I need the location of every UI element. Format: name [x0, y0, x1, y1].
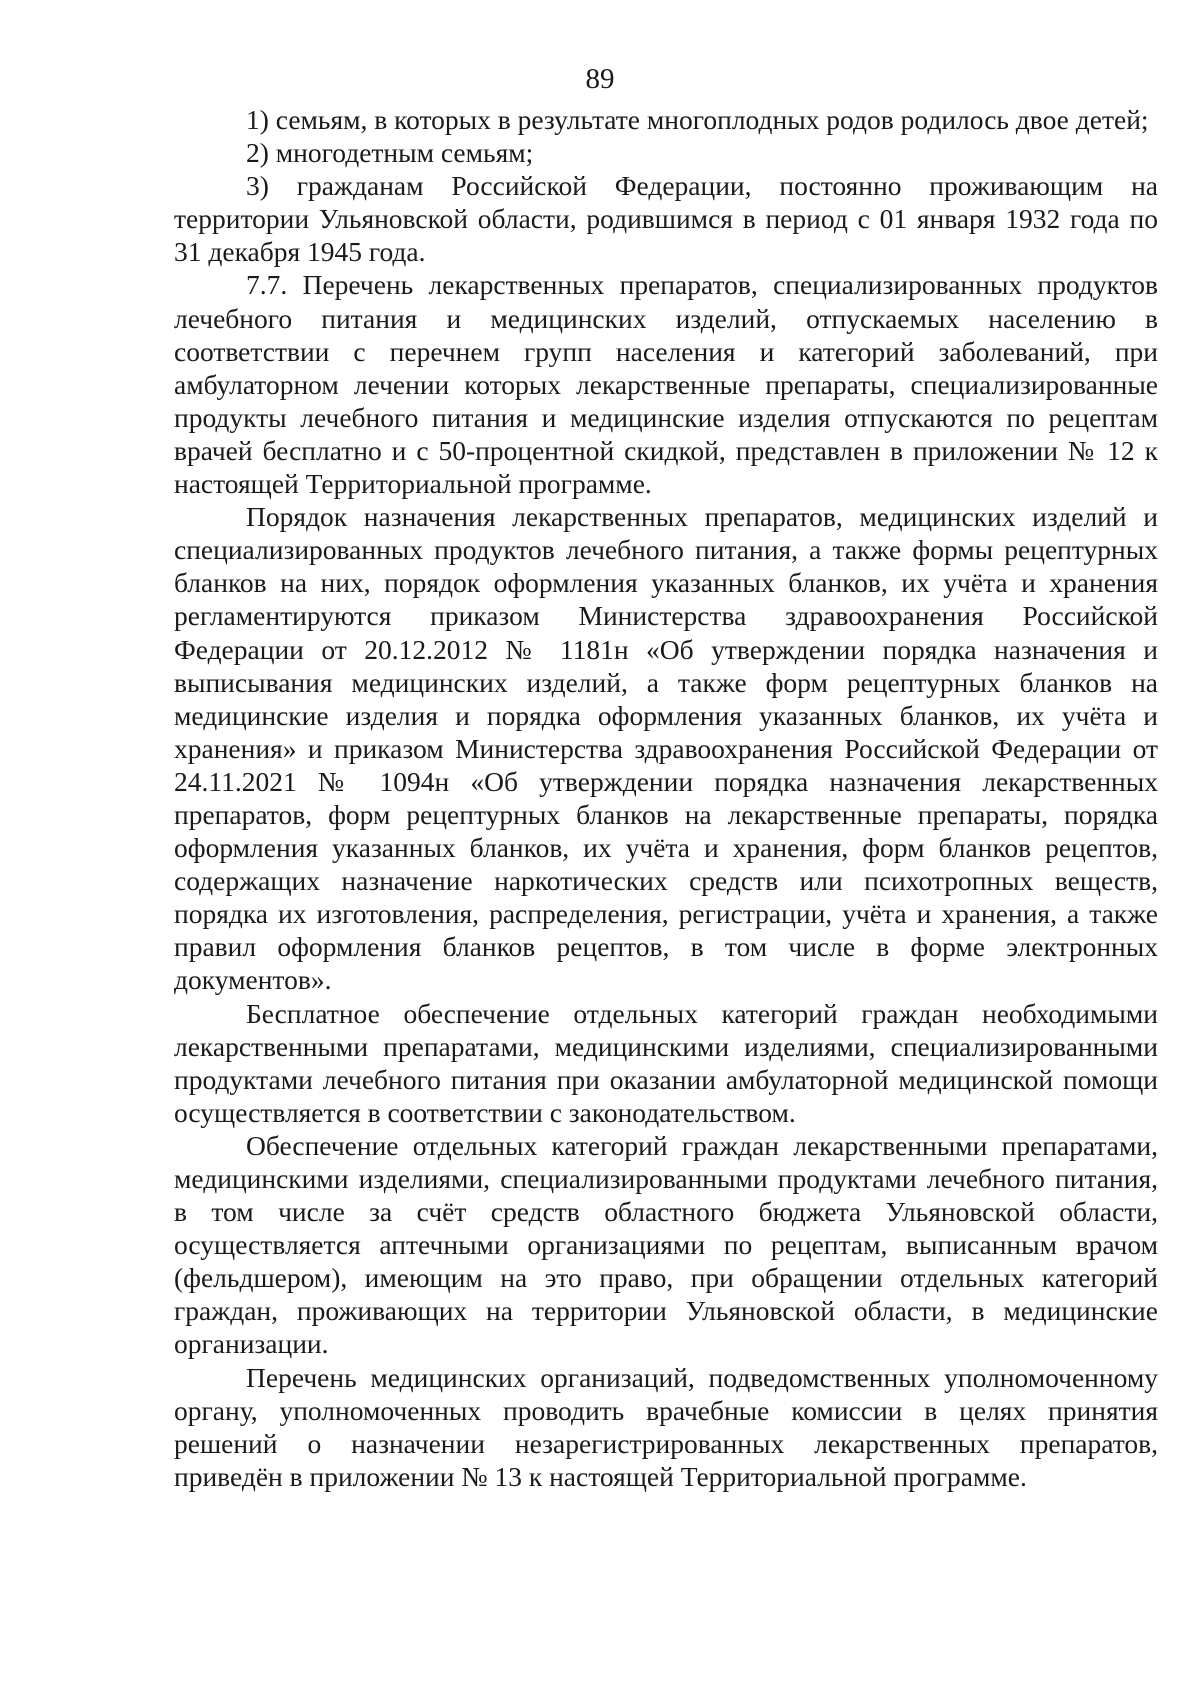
paragraph-item-3-citizens-born-1932-1945: 3) гражданам Российской Федерации, постоянно проживающим на территории Ульяновской области, родившимся в период с 01 января 1932 года по 31 декабря 1945 года. [174, 170, 1158, 268]
paragraph-item-1-twins-families: 1) семьям, в которых в результате многоплодных родов родилось двое детей; [246, 104, 1149, 135]
paragraph-prescription-procedure: Порядок назначения лекарственных препаратов, медицинских изделий и специализированных продуктов лечебного питания, а также формы рецептурных бланков на них, порядок оформления указанных бланков, их учёта и хранения регламентируются приказом Министерства здравоохранения Российской Федерации от 20.12.2012 № 1181н «Об утверждении порядка назначения и выписывания медицинских изделий, а также форм рецептурных бланков на медицинские изделия и порядка оформления указанных бланков, их учёта и хранения» и приказом Министерства здравоохранения Российской Федерации от 24.11.2021 № 1094н «Об утверждении порядка назначения лекарственных препаратов, форм рецептурных бланков на лекарственные препараты, порядка оформления указанных бланков, их учёта и хранения, форм бланков рецептов, содержащих назначение наркотических средств или психотропных веществ, порядка их изготовления, распределения, регистрации, учёта и хранения, а также правил оформления бланков рецептов, в том числе в форме электронных документов». [174, 501, 1158, 996]
paragraph-provision-by-pharmacies: Обеспечение отдельных категорий граждан лекарственными препаратами, медицинскими изделиями, специализированными продуктами лечебного питания, в том числе за счёт средств областного бюджета Ульяновской области, осуществляется аптечными организациями по рецептам, выписанным врачом (фельдшером), имеющим на это право, при обращении отдельных категорий граждан, проживающих на территории Ульяновской области, в медицинские организации. [174, 1129, 1158, 1360]
paragraph-section-7-7: 7.7. Перечень лекарственных препаратов, специализированных продуктов лечебного питания и медицинских изделий, отпускаемых населению в соответствии с перечнем групп населения и категорий заболеваний, при амбулаторном лечении которых лекарственные препараты, специализированные продукты лечебного питания и медицинские изделия отпускаются по рецептам врачей бесплатно и с 50-процентной скидкой, представлен в приложении № 12 к настоящей Территориальной программе. [174, 269, 1158, 500]
paragraph-item-2-large-families: 2) многодетным семьям; [246, 137, 534, 169]
page-number: 89 [585, 63, 615, 95]
paragraph-medical-commissions-list: Перечень медицинских организаций, подведомственных уполномоченному органу, уполномоченных проводить врачебные комиссии в целях принятия решений о назначении незарегистрированных лекарственных препаратов, приведён в приложении № 13 к настоящей Территориальной программе. [174, 1361, 1158, 1492]
paragraph-free-provision: Бесплатное обеспечение отдельных категорий граждан необходимыми лекарственными препаратами, медицинскими изделиями, специализированными продуктами лечебного питания при оказании амбулаторной медицинской помощи осуществляется в соответствии с законодательством. [174, 997, 1158, 1128]
document-body [174, 103, 1158, 1493]
